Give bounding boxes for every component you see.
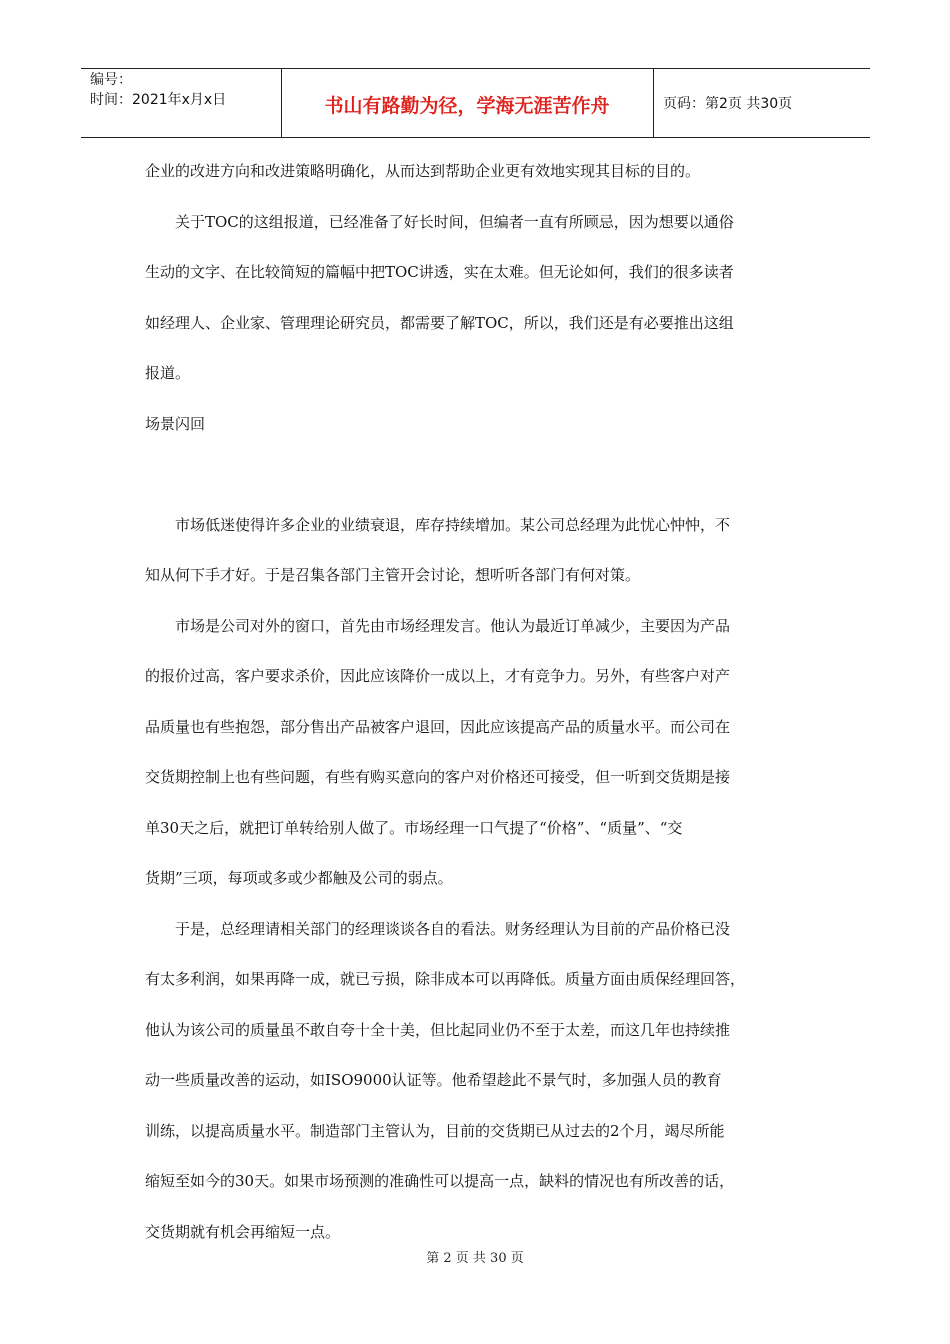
- text-line: 缩短至如今的30天。如果市场预测的准确性可以提高一点，缺料的情况也有所改善的话，: [145, 1172, 735, 1190]
- doc-number-label: 编号：: [90, 72, 132, 88]
- text-line: 关于TOC的这组报道，已经准备了好长时间，但编者一直有所顾忌，因为想要以通俗: [145, 212, 734, 231]
- text-line: 生动的文字、在比较简短的篇幅中把TOC讲透，实在太难。但无论如何，我们的很多读者: [145, 263, 734, 281]
- text-line: 训练，以提高质量水平。制造部门主管认为，目前的交货期已从过去的2个月，竭尽所能: [145, 1121, 725, 1140]
- page-footer: 第 2 页 共 30 页: [426, 1251, 524, 1266]
- header-page-cell: [653, 69, 870, 137]
- text-line: 交货期就有机会再缩短一点。: [145, 1222, 341, 1241]
- body-text: [145, 152, 805, 1263]
- header-meta-cell: [81, 69, 282, 137]
- text-line: 有太多利润，如果再降一成，就已亏损，除非成本可以再降低。质量方面由质保经理回答，: [145, 970, 746, 988]
- doc-time-label: 时间：2021年x月x日: [90, 92, 227, 108]
- text-line: 货期”三项，每项或多或少都触及公司的弱点。: [145, 869, 453, 887]
- text-line: 动一些质量改善的运动，如ISO9000认证等。他希望趁此不景气时，多加强人员的教育: [145, 1071, 722, 1089]
- text-line: 场景闪回: [145, 414, 206, 433]
- page-header: [81, 68, 870, 138]
- text-line: 于是，总经理请相关部门的经理谈谈各自的看法。财务经理认为目前的产品价格已没: [145, 919, 731, 938]
- text-line: 企业的改进方向和改进策略明确化，从而达到帮助企业更有效地实现其目标的目的。: [145, 162, 701, 180]
- text-line: 单30天之后，就把订单转给别人做了。市场经理一口气提了“价格”、“质量”、“交: [145, 818, 683, 837]
- text-line: 他认为该公司的质量虽不敢自夸十全十美，但比起同业仍不至于太差，而这几年也持续推: [145, 1020, 731, 1039]
- header-motto-cell: [281, 69, 654, 137]
- text-line: 交货期控制上也有些问题，有些有购买意向的客户对价格还可接受，但一听到交货期是接: [145, 768, 731, 786]
- blank-line: [145, 455, 805, 506]
- header-motto: 书山有路勤为径，学海无涯苦作舟: [324, 95, 610, 117]
- text-line: 报道。: [145, 364, 191, 382]
- text-line: 品质量也有些抱怨，部分售出产品被客户退回，因此应该提高产品的质量水平。而公司在: [145, 717, 731, 736]
- text-line: 市场低迷使得许多企业的业绩衰退，库存持续增加。某公司总经理为此忧心忡忡，不: [145, 515, 731, 534]
- text-line: 市场是公司对外的窗口，首先由市场经理发言。他认为最近订单减少，主要因为产品: [145, 616, 731, 635]
- header-page-info: 页码：第2页 共30页: [663, 96, 793, 112]
- text-line: 知从何下手才好。于是召集各部门主管开会讨论，想听听各部门有何对策。: [145, 566, 641, 584]
- text-line: 的报价过高，客户要求杀价，因此应该降价一成以上，才有竞争力。另外，有些客户对产: [145, 667, 731, 685]
- text-line: 如经理人、企业家、管理理论研究员，都需要了解TOC，所以，我们还是有必要推出这组: [145, 313, 734, 332]
